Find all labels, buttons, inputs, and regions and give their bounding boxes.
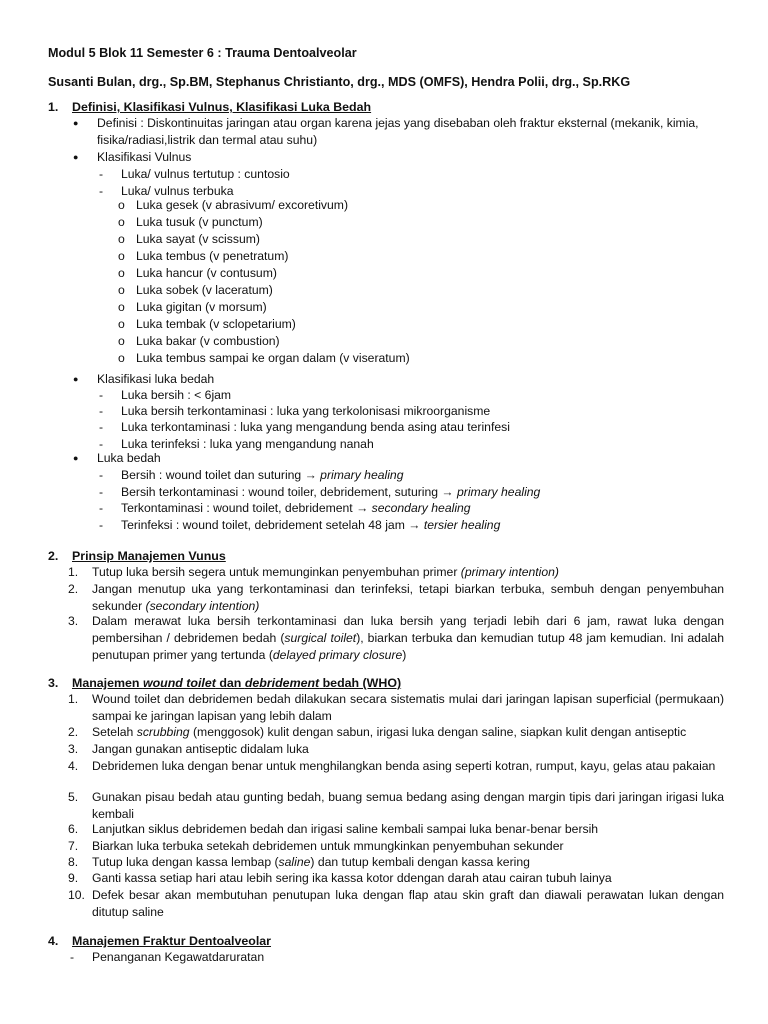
dash-marker: -: [99, 420, 104, 435]
item-text: Luka bedah: [97, 451, 161, 465]
bullet-icon: ●: [73, 152, 79, 162]
text-emphasis: surgical toilet: [284, 631, 357, 645]
item-text: Luka tembak (v sclopetarium): [136, 317, 296, 331]
item-text: [92, 758, 724, 775]
item-text: [121, 484, 721, 501]
section-3-heading: [48, 675, 401, 692]
item-number: 3.: [68, 614, 79, 628]
item-text: [92, 821, 724, 838]
title-part: Manajemen: [72, 676, 143, 690]
item-text: Luka terinfeksi : luka yang mengandung nanah: [121, 436, 374, 451]
text-part: Terkontaminasi : wound toilet, debridement →: [121, 501, 372, 515]
dash-marker: -: [99, 517, 104, 532]
item-number: 10.: [68, 888, 85, 902]
item-text: Klasifikasi luka bedah: [97, 372, 215, 386]
item-number: 6.: [68, 822, 79, 836]
circle-marker: o: [118, 232, 125, 246]
item-text: Luka gigitan (v morsum): [136, 300, 267, 314]
item-text: [92, 887, 724, 921]
item-number: 7.: [68, 839, 79, 853]
text-part: Lanjutkan siklus debridemen bedah dan irigasi saline kembali sampai luka benar-benar bersih: [92, 822, 599, 836]
item-text: Luka tembus (v penetratum): [136, 249, 289, 263]
document-authors: Susanti Bulan, drg., Sp.BM, Stephanus Christianto, drg., MDS (OMFS), Hendra Polii, drg., Sp.RKG: [48, 75, 631, 89]
text-part: ): [402, 648, 407, 662]
item-text: [92, 838, 724, 855]
text-part: Terinfeksi : wound toilet, debridement setelah 48 jam →: [121, 517, 424, 532]
item-text: [92, 741, 724, 758]
title-part: wound toilet: [142, 676, 216, 690]
item-text: [92, 613, 724, 664]
section-title: Prinsip Manajemen Vunus: [72, 549, 226, 563]
text-emphasis: (secondary intention): [145, 599, 260, 613]
text-emphasis: secondary healing: [371, 501, 471, 515]
text-emphasis: delayed primary closure: [272, 648, 403, 662]
circle-marker: o: [118, 249, 125, 263]
item-number: 5.: [68, 790, 79, 804]
dash-marker: -: [99, 436, 104, 451]
title-part: dan: [215, 676, 245, 690]
circle-marker: o: [118, 283, 125, 297]
dash-marker: -: [99, 404, 104, 419]
item-number: 1.: [68, 565, 79, 579]
dash-marker: -: [99, 167, 104, 181]
circle-marker: o: [118, 198, 125, 212]
item-text: [92, 854, 724, 871]
item-text: Luka sobek (v laceratum): [136, 283, 273, 297]
item-number: 8.: [68, 855, 79, 869]
item-number: 9.: [68, 871, 79, 885]
circle-marker: o: [118, 266, 125, 280]
circle-marker: o: [118, 351, 125, 365]
item-text: Luka terkontaminasi : luka yang mengandung benda asing atau terinfesi: [121, 420, 510, 435]
item-text: [92, 789, 724, 823]
item-text: Klasifikasi Vulnus: [97, 150, 192, 164]
text-part: Tutup luka bersih segera untuk memunginkan penyembuhan primer: [92, 565, 461, 579]
text-part: (menggosok) kulit dengan sabun, irigasi luka dengan saline, siapkan kulit dengan antiseptic: [189, 725, 687, 739]
title-part: debridement: [244, 676, 320, 690]
item-text: [92, 691, 724, 725]
item-number: 1.: [68, 692, 79, 706]
item-text: Penanganan Kegawatdaruratan: [92, 950, 265, 964]
section-4-heading: [48, 933, 271, 950]
item-text: [92, 581, 724, 615]
item-text: [121, 517, 721, 534]
text-emphasis: scrubbing: [136, 725, 190, 739]
text-part: Jangan gunakan antiseptic didalam luka: [92, 742, 309, 756]
title-part: bedah (WHO): [319, 676, 402, 690]
item-text: [121, 500, 721, 517]
circle-marker: o: [118, 334, 125, 348]
dash-marker: -: [99, 184, 104, 198]
section-2-heading: [48, 548, 226, 565]
definisi-text: Definisi : Diskontinuitas jaringan atau organ karena jejas yang disebaban oleh fraktur eksternal (mekanik, kimia, fisika/radiasi,listrik dan termal atau suhu): [97, 116, 699, 147]
bullet-icon: ●: [73, 453, 79, 463]
section-number: 3.: [48, 676, 59, 690]
document-title: Modul 5 Blok 11 Semester 6 : Trauma Dentoalveolar: [48, 46, 357, 60]
item-number: 4.: [68, 759, 79, 773]
section-number: 1.: [48, 100, 59, 114]
item-text: Luka bersih : < 6jam: [121, 388, 232, 402]
section-title: Definisi, Klasifikasi Vulnus, Klasifikasi Luka Bedah: [72, 100, 372, 114]
text-part: Jangan menutup uka yang terkontaminasi dan terinfeksi, tetapi biarkan terbuka, sembuh dengan penyembuhan sekunder: [92, 582, 724, 613]
item-text: Luka/ vulnus terbuka: [121, 184, 234, 198]
item-text: Luka tusuk (v punctum): [136, 215, 263, 229]
text-part: ), biarkan terbuka dan kemudian tutup 48 jam kemudian. Ini adalah penutupan primer yang tertunda (: [92, 631, 724, 662]
text-part: Debridemen luka dengan benar untuk menghilangkan benda asing seperti kotran, rumput, kayu, gelas atau pakaian: [92, 759, 716, 773]
item-text: Luka hancur (v contusum): [136, 266, 277, 280]
text-emphasis: saline: [278, 855, 311, 869]
item-text: Luka gesek (v abrasivum/ excoretivum): [136, 198, 349, 212]
text-part: Defek besar akan membutuhan penutupan luka dengan flap atau skin graft dan diawali perawatan lukan dengan ditutup saline: [92, 888, 724, 919]
text-part: ) dan tutup kembali dengan kassa kering: [310, 855, 530, 869]
bullet-icon: ●: [73, 118, 79, 128]
text-part: Gunakan pisau bedah atau gunting bedah, buang semua bedang asing dengan margin tipis dari jaringan irigasi luka kembali: [92, 790, 724, 821]
dash-marker: -: [70, 950, 75, 964]
item-text: [92, 870, 724, 887]
item-number: 3.: [68, 742, 79, 756]
item-text: Luka sayat (v scissum): [136, 232, 260, 246]
item-number: 2.: [68, 725, 79, 739]
text-part: Setelah: [92, 725, 137, 739]
circle-marker: o: [118, 215, 125, 229]
item-text: [92, 564, 724, 581]
item-text: Luka bersih terkontaminasi : luka yang terkolonisasi mikroorganisme: [121, 404, 491, 419]
text-emphasis: (primary intention): [460, 565, 559, 579]
section-number: 2.: [48, 549, 59, 563]
item-number: 2.: [68, 582, 79, 596]
section-1-heading: [48, 99, 371, 116]
text-part: Bersih terkontaminasi : wound toiler, debridement, suturing →: [121, 484, 458, 499]
dash-marker: -: [99, 501, 104, 515]
dash-marker: -: [99, 388, 104, 402]
item-text: [92, 724, 724, 741]
text-emphasis: tersier healing: [423, 517, 501, 532]
text-part: Tutup luka dengan kassa lembap (: [92, 855, 279, 869]
text-part: Bersih : wound toilet dan suturing →: [121, 468, 321, 482]
dash-marker: -: [99, 484, 104, 499]
text-emphasis: primary healing: [320, 468, 404, 482]
text-part: Wound toilet dan debridemen bedah dilakukan secara sistematis mulai dari jaringan lapisan superficial (permukaan) sampai ke jaringan lapisan yang lebih dalam: [92, 692, 724, 723]
item-text: [121, 467, 721, 484]
item-text: Luka tembus sampai ke organ dalam (v viseratum): [136, 351, 410, 365]
text-part: Dalam merawat luka bersih terkontaminasi dan luka bersih yang terjadi lebih dari 6 jam, rawat luka dengan pembersihan / debridemen bedah (: [92, 614, 724, 645]
item-text: Luka bakar (v combustion): [136, 334, 280, 348]
bullet-icon: ●: [73, 374, 79, 384]
section-number: 4.: [48, 934, 59, 948]
text-part: Biarkan luka terbuka setekah debridemen untuk mmungkinkan penyembuhan sekunder: [92, 839, 564, 853]
dash-marker: -: [99, 468, 104, 482]
circle-marker: o: [118, 317, 125, 331]
section-title: Manajemen Fraktur Dentoalveolar: [72, 934, 272, 948]
text-emphasis: primary healing: [457, 484, 541, 499]
text-part: Ganti kassa setiap hari atau lebih sering ika kassa kotor ddengan darah atau cairan tubuh lainya: [92, 871, 612, 885]
circle-marker: o: [118, 300, 125, 314]
item-text: Luka/ vulnus tertutup : cuntosio: [121, 167, 290, 181]
